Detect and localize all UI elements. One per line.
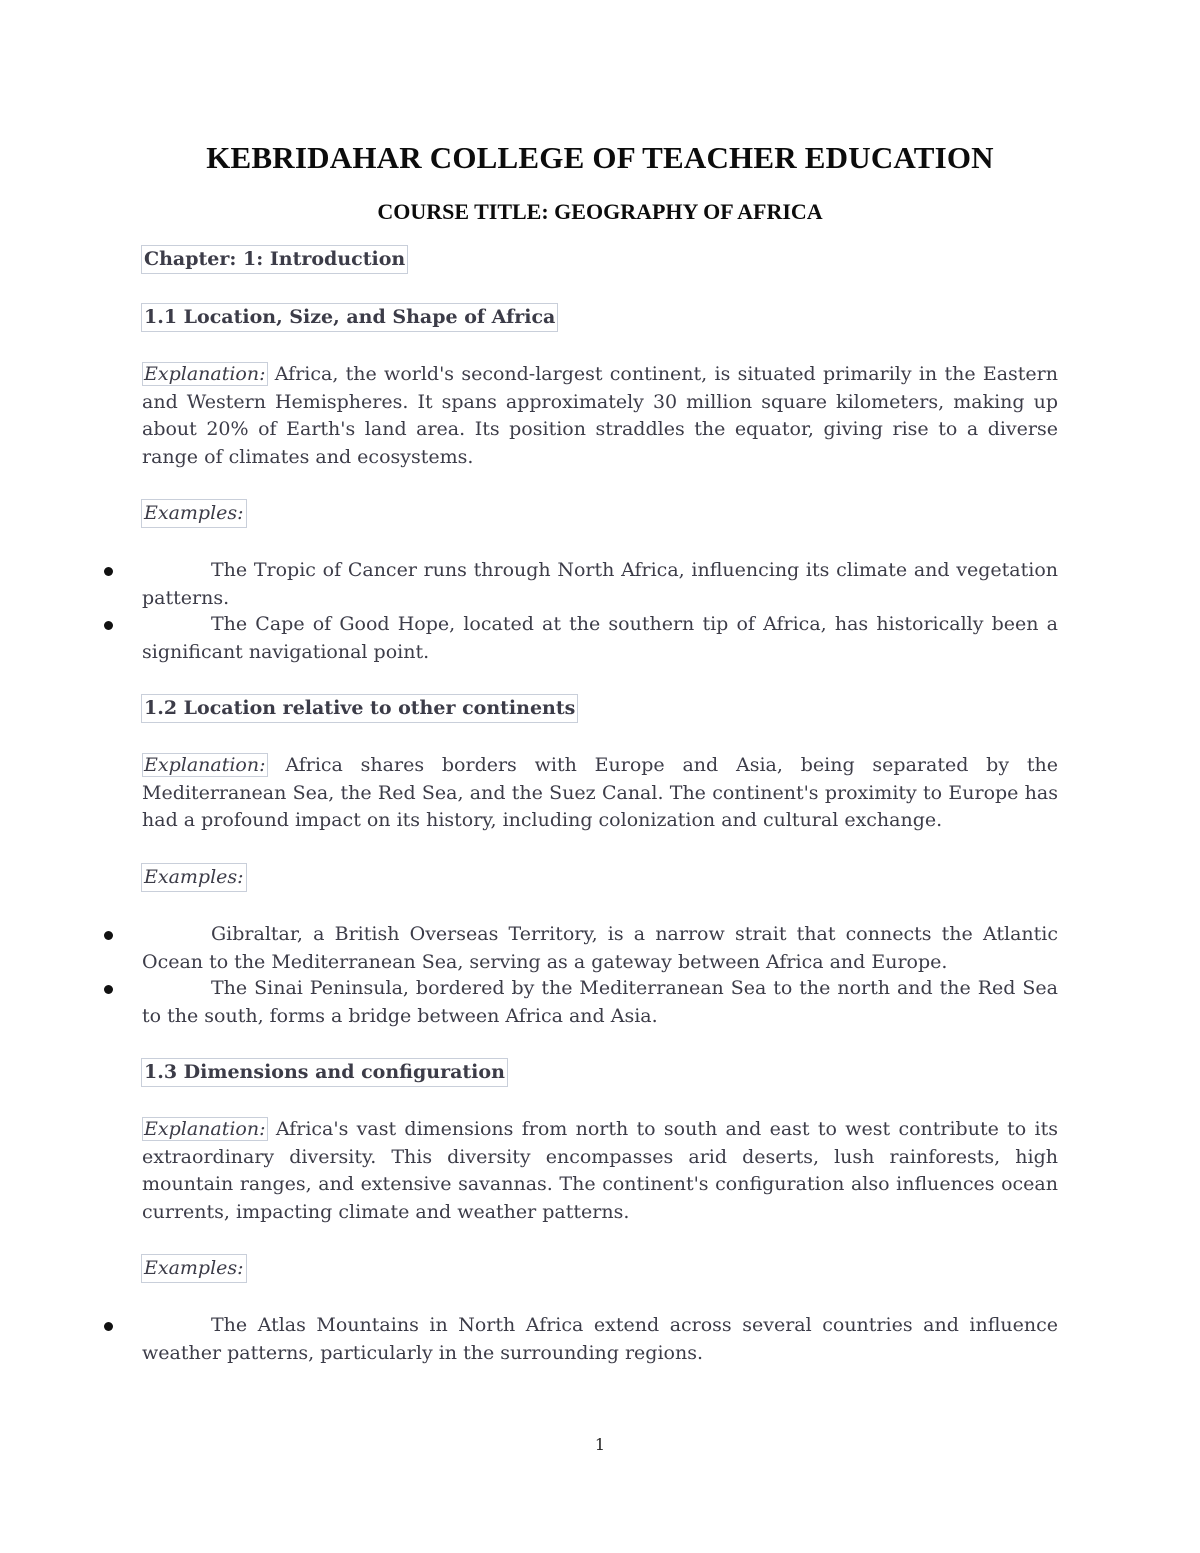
bullet-icon — [104, 567, 113, 576]
bullet-icon — [104, 621, 113, 630]
explanation-text: Africa shares borders with Europe and Asia, being separated by the Mediterranean Sea, the Red Sea, and the Suez Canal. The continent's proximity to Europe has had a profound impact on its history, including colonization and cultural exchange. — [142, 754, 1058, 831]
example-item-1-2-b: The Sinai Peninsula, bordered by the Mediterranean Sea to the north and the Red Sea to the south, forms a bridge between Africa and Asia. — [142, 977, 1058, 1027]
example-item-1-1-b: The Cape of Good Hope, located at the southern tip of Africa, has historically been a significant navigational point. — [142, 613, 1058, 663]
course-title: COURSE TITLE: GEOGRAPHY OF AFRICA — [377, 199, 823, 224]
explanation-paragraph-1-2 — [142, 752, 1058, 835]
page-number: 1 — [594, 1435, 606, 1454]
explanation-text: Africa, the world's second-largest continent, is situated primarily in the Eastern and Western Hemispheres. It spans approximately 30 million square kilometers, making up about 20% of Earth's land area. Its position straddles the equator, giving rise to a diverse range of climates and ecosystems. — [142, 363, 1058, 468]
example-item-1-2-a: Gibraltar, a British Overseas Territory, is a narrow strait that connects the Atlantic Ocean to the Mediterranean Sea, serving as a gateway between Africa and Europe. — [142, 923, 1058, 973]
examples-label-1-2: Examples: — [141, 863, 247, 892]
section-heading-1-1: 1.1 Location, Size, and Shape of Africa — [141, 303, 558, 332]
explanation-label: Explanation: — [144, 363, 266, 385]
explanation-paragraph-1-1 — [142, 361, 1058, 471]
explanation-label: Explanation: — [144, 754, 266, 776]
example-item-1-1-a: The Tropic of Cancer runs through North Africa, influencing its climate and vegetation patterns. — [142, 559, 1058, 609]
explanation-label: Explanation: — [144, 1118, 266, 1140]
bullet-icon — [104, 985, 113, 994]
section-heading-1-3: 1.3 Dimensions and configuration — [141, 1058, 508, 1087]
explanation-text: Africa's vast dimensions from north to south and east to west contribute to its extraordinary diversity. This diversity encompasses arid deserts, lush rainforests, high mountain ranges, and extensive savannas. The continent's configuration also influences ocean currents, impacting climate and weather patterns. — [142, 1118, 1058, 1223]
document-title: KEBRIDAHAR COLLEGE OF TEACHER EDUCATION — [206, 140, 994, 175]
examples-label-1-1: Examples: — [141, 499, 247, 528]
chapter-heading: Chapter: 1: Introduction — [141, 245, 408, 274]
bullet-icon — [104, 1322, 113, 1331]
section-heading-1-2: 1.2 Location relative to other continents — [141, 694, 578, 723]
explanation-paragraph-1-3 — [142, 1116, 1058, 1226]
bullet-icon — [104, 931, 113, 940]
examples-label-1-3: Examples: — [141, 1254, 247, 1283]
example-item-1-3-a: The Atlas Mountains in North Africa extend across several countries and influence weather patterns, particularly in the surrounding regions. — [142, 1314, 1058, 1364]
